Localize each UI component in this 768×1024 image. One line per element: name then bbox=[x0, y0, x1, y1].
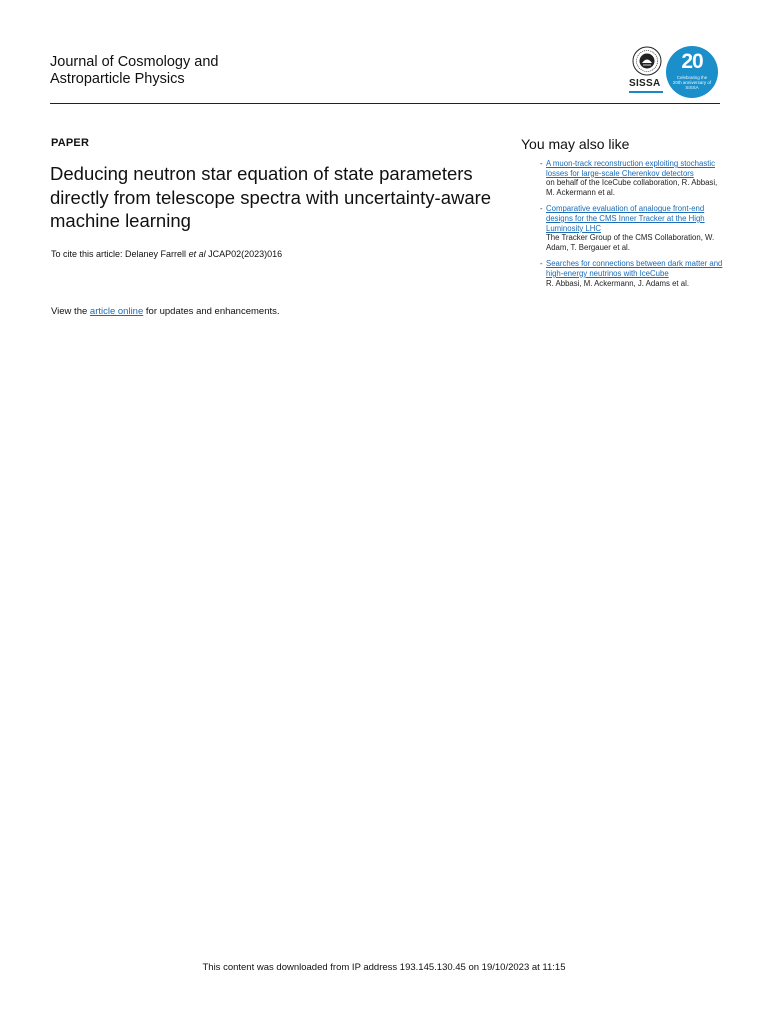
view-online-prefix: View the bbox=[51, 306, 88, 317]
related-article-authors: R. Abbasi, M. Ackermann, J. Adams et al. bbox=[546, 278, 690, 288]
anniversary-badge bbox=[666, 46, 718, 98]
paper-title: Deducing neutron star equation of state parameters directly from telescope spectra with uncertainty-aware machine learning bbox=[50, 163, 492, 231]
citation-reference: JCAP02(2023)016 bbox=[208, 249, 283, 259]
related-articles-panel bbox=[521, 136, 726, 295]
view-online-suffix: for updates and enhancements. bbox=[145, 306, 280, 317]
related-article-link[interactable]: Comparative evaluation of analogue front-end designs for the CMS Inner Tracker at the High Luminosity LHC bbox=[546, 204, 705, 233]
citation-etal: et al bbox=[188, 249, 206, 259]
sissa-wordmark: SISSA bbox=[629, 78, 661, 89]
citation-line bbox=[51, 249, 282, 259]
related-article-item bbox=[521, 204, 726, 252]
related-article-item bbox=[521, 259, 726, 288]
related-article-link[interactable]: Searches for connections between dark matter and high-energy neutrinos with IceCube bbox=[546, 259, 723, 278]
related-articles-heading: You may also like bbox=[521, 136, 630, 152]
citation-prefix: To cite this article: Delaney Farrell bbox=[51, 249, 187, 259]
related-article-authors: The Tracker Group of the CMS Collaboration, W. Adam, T. Bergauer et al. bbox=[546, 233, 715, 252]
related-article-authors: on behalf of the IceCube collaboration, R. Abbasi, M. Ackermann et al. bbox=[546, 178, 718, 197]
sissa-underline bbox=[629, 91, 663, 93]
journal-title-line-2: Astroparticle Physics bbox=[50, 71, 185, 87]
list-bullet: - bbox=[540, 159, 543, 168]
journal-title[interactable] bbox=[50, 54, 218, 88]
view-online-line bbox=[51, 306, 280, 317]
header-divider bbox=[50, 103, 720, 104]
related-article-item bbox=[521, 159, 726, 197]
download-footer-note: This content was downloaded from IP address 193.145.130.45 on 19/10/2023 at 11:15 bbox=[202, 962, 566, 973]
list-bullet: - bbox=[540, 259, 543, 269]
list-bullet: - bbox=[540, 204, 543, 214]
journal-header bbox=[50, 54, 720, 104]
anniversary-number: 20 bbox=[681, 50, 703, 73]
anniversary-caption: Celebrating the 20th anniversary of SISSA bbox=[672, 75, 712, 90]
paper-label: PAPER bbox=[51, 137, 90, 149]
article-online-link[interactable]: article online bbox=[89, 306, 144, 317]
sissa-logo bbox=[628, 46, 666, 96]
publisher-logos[interactable] bbox=[628, 46, 720, 98]
sissa-emblem-icon bbox=[632, 46, 662, 76]
journal-title-line-1: Journal of Cosmology and bbox=[50, 54, 219, 70]
related-article-link[interactable]: A muon-track reconstruction exploiting stochastic losses for large-scale Cherenkov detectors bbox=[546, 159, 716, 178]
